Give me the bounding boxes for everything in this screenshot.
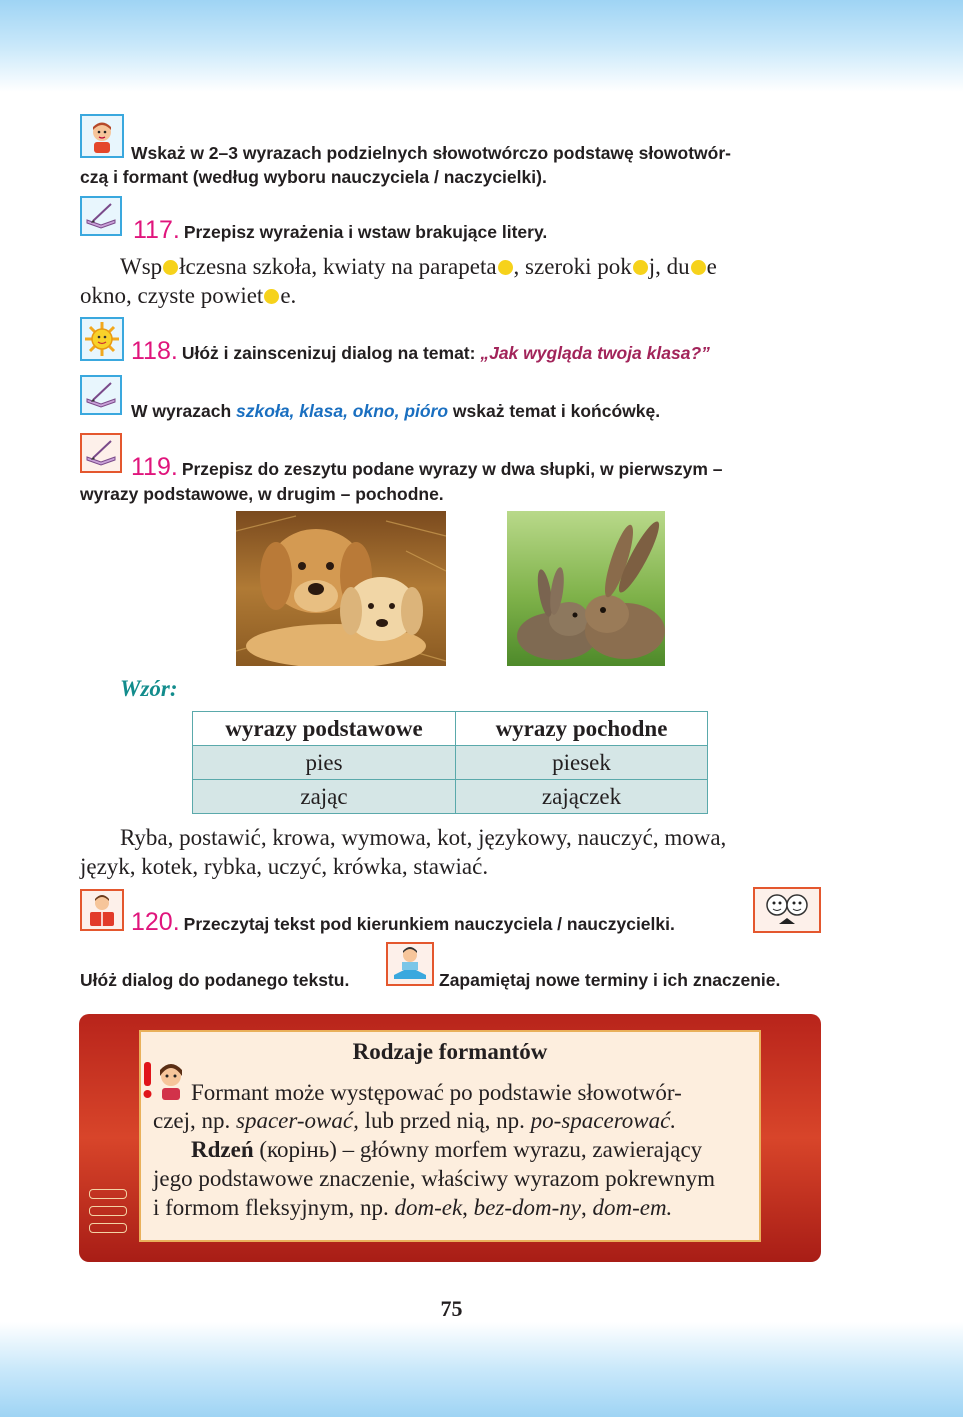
table-cell: zajączek	[456, 780, 708, 814]
exercise-119-heading	[131, 453, 723, 482]
dogs-photo	[236, 511, 446, 666]
text-fragment: j, du	[648, 254, 690, 279]
exercise-117-heading	[133, 216, 547, 245]
rule-term: Rdzeń	[191, 1137, 254, 1162]
table-cell: zając	[193, 780, 456, 814]
table-row	[193, 780, 708, 814]
rule-example: dom-ek	[394, 1195, 463, 1220]
rule-text: lub przed nią, np.	[358, 1108, 531, 1133]
rule-line5	[153, 1195, 672, 1221]
rule-box-title: Rodzaje formantów	[352, 1039, 548, 1064]
table-header: wyrazy pochodne	[456, 712, 708, 746]
rule-text: (корінь) – główny morfem wyrazu, zawierający	[253, 1137, 703, 1162]
rabbits-photo	[507, 511, 665, 666]
table-header: wyrazy podstawowe	[193, 712, 456, 746]
reading-child-icon	[80, 889, 124, 931]
pencil-notebook-icon	[80, 433, 122, 473]
task-b-suffix: wskaż temat i końcówkę.	[448, 401, 661, 421]
task-b-text	[131, 401, 660, 422]
missing-letter-dot	[691, 260, 706, 275]
exercise-118-number: 118.	[131, 337, 178, 365]
studying-child-icon	[386, 942, 434, 986]
rule-example: bez-dom-ny	[473, 1195, 581, 1220]
exercise-117-text-line2	[80, 283, 296, 309]
pencil-notebook-icon	[80, 375, 122, 415]
exercise-119-number: 119.	[131, 453, 178, 481]
rule-line1: Formant może występować po podstawie słowotwór-	[191, 1080, 682, 1105]
two-puppets-icon	[753, 887, 821, 933]
exercise-120-line2b: Zapamiętaj nowe terminy i ich znaczenie.	[439, 970, 781, 990]
exercise-119-line2: wyrazy podstawowe, w drugim – pochodne.	[80, 484, 444, 504]
pattern-label: Wzór:	[120, 676, 178, 701]
text-fragment: Wsp	[120, 254, 163, 279]
exercise-117-instruction: Przepisz wyrażenia i wstaw brakujące litery.	[183, 222, 548, 242]
table-cell: pies	[193, 746, 456, 780]
rule-example: dom-em.	[592, 1195, 673, 1220]
word-list-line1: Ryba, postawić, krowa, wymowa, kot, językowy, nauczyć, mowa,	[120, 825, 727, 850]
rule-example: po-spacerować.	[530, 1108, 677, 1133]
text-fragment: łczesna szkoła, kwiaty na parapeta	[179, 254, 497, 279]
rule-line4: jego podstawowe znaczenie, właściwy wyrazom pokrewnym	[153, 1166, 716, 1191]
rule-line3	[191, 1137, 702, 1163]
top-band	[0, 0, 963, 92]
missing-letter-dot	[633, 260, 648, 275]
rule-text: czej, np.	[153, 1108, 237, 1133]
thinking-child-icon	[80, 114, 124, 158]
rule-text: ,	[580, 1195, 593, 1220]
text-fragment: , szeroki pok	[513, 254, 632, 279]
table-row	[193, 746, 708, 780]
exercise-120-heading	[131, 908, 675, 937]
exercise-120-line2a: Ułóż dialog do podanego tekstu.	[80, 970, 350, 990]
text-fragment: okno, czyste powiet	[80, 283, 264, 308]
rule-text: i formom fleksyjnym, np.	[153, 1195, 395, 1220]
rule-text: ,	[462, 1195, 474, 1220]
page-number: 75	[440, 1296, 463, 1321]
word-list-line2: język, kotek, rybka, uczyć, krówka, stawiać.	[80, 854, 489, 879]
exercise-117-number: 117.	[133, 216, 180, 244]
task-a-line1: Wskaż w 2–3 wyrazach podzielnych słowotwórczo podstawę słowotwór-	[131, 143, 731, 163]
rule-example: spacer-ować,	[236, 1108, 359, 1133]
task-b-prefix: W wyrazach	[131, 401, 237, 421]
missing-letter-dot	[163, 260, 178, 275]
exercise-118-topic: „Jak wygląda twoja klasa?”	[480, 343, 710, 363]
exercise-120-number: 120.	[131, 908, 180, 936]
text-fragment: e.	[280, 283, 297, 308]
sun-icon	[80, 317, 124, 361]
rule-line2	[153, 1108, 676, 1134]
task-a-line2: czą i formant (według wyboru nauczyciela / naczycielki).	[80, 167, 547, 187]
task-b-words: szkoła, klasa, okno, pióro	[236, 401, 449, 421]
exercise-118-heading	[131, 337, 710, 366]
attention-girl-icon	[142, 1058, 188, 1102]
missing-letter-dot	[264, 289, 279, 304]
missing-letter-dot	[498, 260, 513, 275]
table-header-row	[193, 712, 708, 746]
table-cell: piesek	[456, 746, 708, 780]
bottom-band	[0, 1322, 963, 1417]
exercise-119-line1: Przepisz do zeszytu podane wyrazy w dwa słupki, w pierwszym –	[181, 459, 723, 479]
text-fragment: e	[706, 254, 717, 279]
exercise-118-instruction: Ułóż i zainscenizuj dialog na temat:	[181, 343, 481, 363]
exercise-117-text-line1	[120, 254, 717, 280]
pencil-notebook-icon	[80, 196, 122, 236]
exercise-120-instruction: Przeczytaj tekst pod kierunkiem nauczyciela / nauczycielki.	[183, 914, 675, 934]
pattern-table	[192, 711, 708, 814]
